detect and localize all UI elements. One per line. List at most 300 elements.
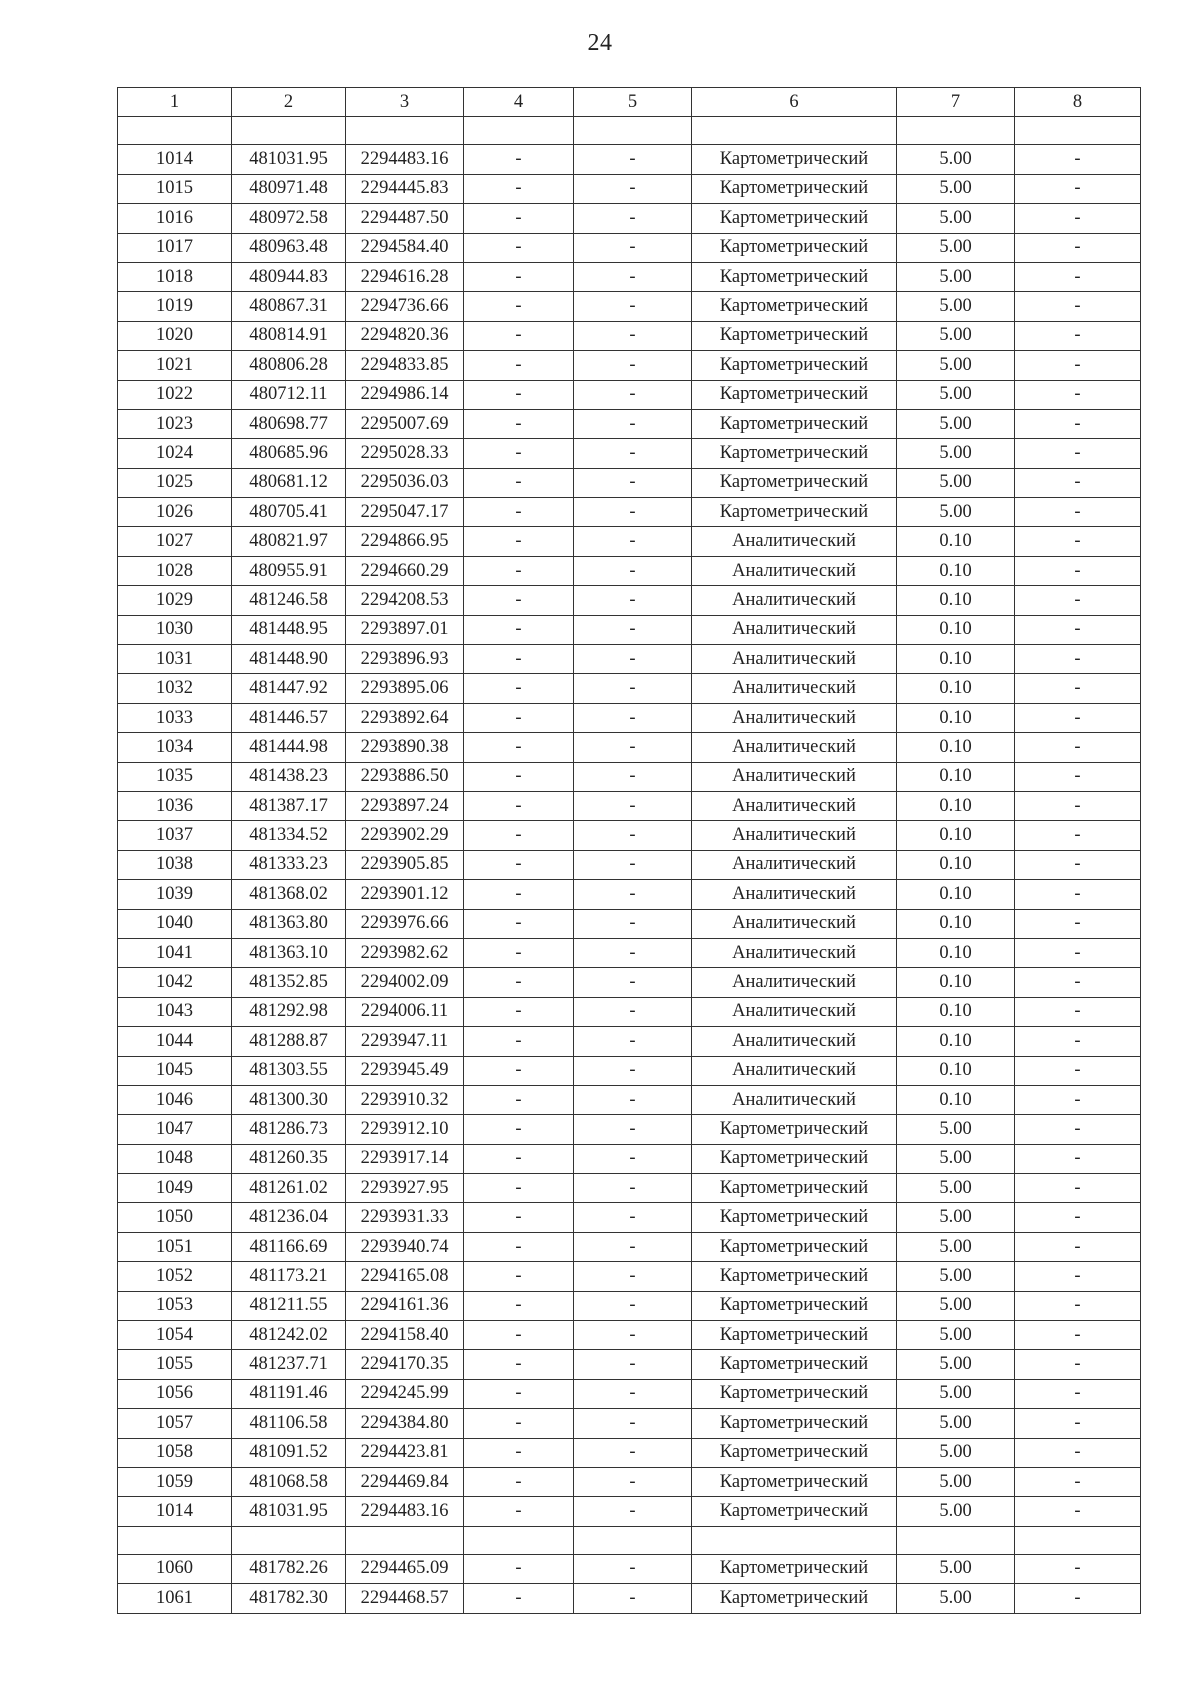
y-coordinate-cell: 2293901.12	[346, 880, 464, 909]
y-coordinate-cell: 2293945.49	[346, 1056, 464, 1085]
method-cell: Картометрический	[692, 1174, 897, 1203]
col8-cell: -	[1015, 468, 1141, 497]
point-number-cell: 1031	[118, 645, 232, 674]
table-body	[118, 117, 1141, 1613]
table-row	[118, 909, 1141, 938]
col5-cell: -	[574, 174, 692, 203]
x-coordinate-cell: 481237.71	[232, 1350, 346, 1379]
point-number-cell: 1042	[118, 968, 232, 997]
accuracy-cell: 5.00	[897, 1174, 1015, 1203]
col8-cell: -	[1015, 1144, 1141, 1173]
col4-cell: -	[464, 1497, 574, 1526]
col4-cell: -	[464, 527, 574, 556]
table-row	[118, 1409, 1141, 1438]
point-number-cell: 1022	[118, 380, 232, 409]
col8-cell: -	[1015, 1027, 1141, 1056]
column-header: 8	[1015, 88, 1141, 117]
col5-cell: -	[574, 1291, 692, 1320]
method-cell	[692, 1526, 897, 1554]
point-number-cell: 1021	[118, 351, 232, 380]
col5-cell: -	[574, 233, 692, 262]
x-coordinate-cell: 481242.02	[232, 1321, 346, 1350]
col8-cell: -	[1015, 821, 1141, 850]
accuracy-cell: 0.10	[897, 645, 1015, 674]
col5-cell: -	[574, 321, 692, 350]
method-cell: Аналитический	[692, 997, 897, 1026]
method-cell: Картометрический	[692, 1262, 897, 1291]
col8-cell: -	[1015, 556, 1141, 585]
col5-cell: -	[574, 556, 692, 585]
y-coordinate-cell: 2295047.17	[346, 498, 464, 527]
point-number-cell: 1025	[118, 468, 232, 497]
y-coordinate-cell: 2294161.36	[346, 1291, 464, 1320]
col8-cell: -	[1015, 938, 1141, 967]
table-row	[118, 1144, 1141, 1173]
accuracy-cell: 5.00	[897, 351, 1015, 380]
method-cell: Аналитический	[692, 1085, 897, 1114]
point-number-cell: 1014	[118, 145, 232, 174]
y-coordinate-cell: 2293892.64	[346, 703, 464, 732]
y-coordinate-cell: 2293896.93	[346, 645, 464, 674]
col8-cell: -	[1015, 292, 1141, 321]
point-number-cell: 1045	[118, 1056, 232, 1085]
col8-cell: -	[1015, 1085, 1141, 1114]
column-header: 2	[232, 88, 346, 117]
table-row	[118, 292, 1141, 321]
col4-cell: -	[464, 1203, 574, 1232]
y-coordinate-cell: 2294384.80	[346, 1409, 464, 1438]
y-coordinate-cell: 2295028.33	[346, 439, 464, 468]
accuracy-cell: 0.10	[897, 733, 1015, 762]
y-coordinate-cell: 2294616.28	[346, 262, 464, 291]
x-coordinate-cell: 481782.30	[232, 1584, 346, 1613]
col4-cell: -	[464, 262, 574, 291]
col4-cell: -	[464, 233, 574, 262]
x-coordinate-cell: 481333.23	[232, 850, 346, 879]
y-coordinate-cell: 2293931.33	[346, 1203, 464, 1232]
accuracy-cell: 5.00	[897, 1232, 1015, 1261]
accuracy-cell: 5.00	[897, 409, 1015, 438]
col4-cell: -	[464, 351, 574, 380]
col4-cell: -	[464, 1554, 574, 1583]
method-cell: Картометрический	[692, 1438, 897, 1467]
col5-cell: -	[574, 762, 692, 791]
y-coordinate-cell: 2293910.32	[346, 1085, 464, 1114]
x-coordinate-cell: 481782.26	[232, 1554, 346, 1583]
col5-cell: -	[574, 615, 692, 644]
x-coordinate-cell: 481166.69	[232, 1232, 346, 1261]
method-cell: Картометрический	[692, 1584, 897, 1613]
y-coordinate-cell	[346, 1526, 464, 1554]
method-cell: Картометрический	[692, 145, 897, 174]
x-coordinate-cell: 481031.95	[232, 1497, 346, 1526]
col5-cell: -	[574, 1203, 692, 1232]
accuracy-cell: 0.10	[897, 762, 1015, 791]
accuracy-cell: 5.00	[897, 468, 1015, 497]
method-cell: Картометрический	[692, 1115, 897, 1144]
col8-cell: -	[1015, 439, 1141, 468]
col5-cell: -	[574, 1584, 692, 1613]
table-row	[118, 938, 1141, 967]
col5-cell: -	[574, 409, 692, 438]
accuracy-cell: 5.00	[897, 1115, 1015, 1144]
column-header: 3	[346, 88, 464, 117]
method-cell: Аналитический	[692, 733, 897, 762]
col8-cell: -	[1015, 645, 1141, 674]
col5-cell: -	[574, 1497, 692, 1526]
col5-cell: -	[574, 1321, 692, 1350]
col8-cell: -	[1015, 733, 1141, 762]
method-cell: Аналитический	[692, 586, 897, 615]
point-number-cell: 1019	[118, 292, 232, 321]
col8-cell: -	[1015, 909, 1141, 938]
x-coordinate-cell: 480971.48	[232, 174, 346, 203]
col4-cell: -	[464, 145, 574, 174]
col4-cell: -	[464, 1056, 574, 1085]
x-coordinate-cell: 481191.46	[232, 1379, 346, 1408]
col5-cell: -	[574, 1438, 692, 1467]
point-number-cell: 1016	[118, 204, 232, 233]
y-coordinate-cell: 2294208.53	[346, 586, 464, 615]
x-coordinate-cell: 481261.02	[232, 1174, 346, 1203]
method-cell: Картометрический	[692, 468, 897, 497]
point-number-cell: 1033	[118, 703, 232, 732]
accuracy-cell	[897, 117, 1015, 145]
accuracy-cell: 5.00	[897, 1262, 1015, 1291]
col8-cell	[1015, 1526, 1141, 1554]
col4-cell	[464, 117, 574, 145]
col8-cell: -	[1015, 351, 1141, 380]
col4-cell: -	[464, 556, 574, 585]
table-row	[118, 380, 1141, 409]
method-cell: Картометрический	[692, 292, 897, 321]
col4-cell: -	[464, 1438, 574, 1467]
method-cell: Аналитический	[692, 821, 897, 850]
col4-cell: -	[464, 762, 574, 791]
col5-cell: -	[574, 1085, 692, 1114]
x-coordinate-cell: 481292.98	[232, 997, 346, 1026]
x-coordinate-cell: 481448.95	[232, 615, 346, 644]
table-row	[118, 1174, 1141, 1203]
accuracy-cell: 0.10	[897, 821, 1015, 850]
y-coordinate-cell: 2294866.95	[346, 527, 464, 556]
method-cell: Картометрический	[692, 174, 897, 203]
method-cell: Картометрический	[692, 1144, 897, 1173]
point-number-cell: 1060	[118, 1554, 232, 1583]
col8-cell: -	[1015, 1409, 1141, 1438]
method-cell: Картометрический	[692, 439, 897, 468]
x-coordinate-cell: 481447.92	[232, 674, 346, 703]
method-cell: Картометрический	[692, 1467, 897, 1496]
col5-cell: -	[574, 439, 692, 468]
x-coordinate-cell: 480944.83	[232, 262, 346, 291]
col5-cell: -	[574, 968, 692, 997]
accuracy-cell: 0.10	[897, 674, 1015, 703]
col4-cell: -	[464, 439, 574, 468]
y-coordinate-cell: 2294584.40	[346, 233, 464, 262]
table-row	[118, 1554, 1141, 1583]
point-number-cell: 1032	[118, 674, 232, 703]
col5-cell	[574, 1526, 692, 1554]
col5-cell: -	[574, 1027, 692, 1056]
y-coordinate-cell: 2294465.09	[346, 1554, 464, 1583]
point-number-cell: 1034	[118, 733, 232, 762]
col5-cell: -	[574, 1144, 692, 1173]
accuracy-cell: 5.00	[897, 174, 1015, 203]
col4-cell: -	[464, 409, 574, 438]
point-number-cell: 1044	[118, 1027, 232, 1056]
accuracy-cell: 0.10	[897, 909, 1015, 938]
col4-cell: -	[464, 1379, 574, 1408]
x-coordinate-cell: 481091.52	[232, 1438, 346, 1467]
col8-cell: -	[1015, 997, 1141, 1026]
x-coordinate-cell: 481368.02	[232, 880, 346, 909]
accuracy-cell: 0.10	[897, 850, 1015, 879]
col5-cell: -	[574, 1174, 692, 1203]
col5-cell: -	[574, 1115, 692, 1144]
point-number-cell: 1040	[118, 909, 232, 938]
y-coordinate-cell: 2294986.14	[346, 380, 464, 409]
col5-cell: -	[574, 380, 692, 409]
table-row	[118, 1056, 1141, 1085]
col8-cell: -	[1015, 498, 1141, 527]
method-cell: Аналитический	[692, 791, 897, 820]
method-cell: Картометрический	[692, 262, 897, 291]
x-coordinate-cell: 480955.91	[232, 556, 346, 585]
col8-cell: -	[1015, 527, 1141, 556]
accuracy-cell: 5.00	[897, 1379, 1015, 1408]
table-row	[118, 1350, 1141, 1379]
point-number-cell: 1024	[118, 439, 232, 468]
method-cell: Картометрический	[692, 204, 897, 233]
method-cell: Картометрический	[692, 498, 897, 527]
col4-cell: -	[464, 204, 574, 233]
table-row	[118, 174, 1141, 203]
col4-cell: -	[464, 1174, 574, 1203]
x-coordinate-cell: 481444.98	[232, 733, 346, 762]
method-cell: Аналитический	[692, 850, 897, 879]
point-number-cell: 1017	[118, 233, 232, 262]
col8-cell: -	[1015, 233, 1141, 262]
col5-cell: -	[574, 1554, 692, 1583]
col8-cell: -	[1015, 1554, 1141, 1583]
method-cell: Аналитический	[692, 880, 897, 909]
point-number-cell: 1046	[118, 1085, 232, 1114]
method-cell: Аналитический	[692, 615, 897, 644]
col4-cell: -	[464, 1085, 574, 1114]
col5-cell: -	[574, 586, 692, 615]
y-coordinate-cell: 2294445.83	[346, 174, 464, 203]
table-row	[118, 1115, 1141, 1144]
column-header: 5	[574, 88, 692, 117]
accuracy-cell: 0.10	[897, 1085, 1015, 1114]
table-row	[118, 1584, 1141, 1613]
table-row	[118, 791, 1141, 820]
col8-cell: -	[1015, 204, 1141, 233]
col8-cell: -	[1015, 762, 1141, 791]
col4-cell: -	[464, 380, 574, 409]
x-coordinate-cell: 481031.95	[232, 145, 346, 174]
table-row	[118, 1232, 1141, 1261]
point-number-cell: 1018	[118, 262, 232, 291]
col4-cell: -	[464, 703, 574, 732]
col4-cell: -	[464, 468, 574, 497]
col5-cell: -	[574, 997, 692, 1026]
col8-cell: -	[1015, 586, 1141, 615]
accuracy-cell: 5.00	[897, 204, 1015, 233]
col4-cell: -	[464, 909, 574, 938]
method-cell: Аналитический	[692, 556, 897, 585]
col8-cell: -	[1015, 674, 1141, 703]
y-coordinate-cell: 2294820.36	[346, 321, 464, 350]
y-coordinate-cell: 2293895.06	[346, 674, 464, 703]
col5-cell	[574, 117, 692, 145]
point-number-cell: 1061	[118, 1584, 232, 1613]
method-cell: Картометрический	[692, 380, 897, 409]
table-row	[118, 321, 1141, 350]
col5-cell: -	[574, 791, 692, 820]
point-number-cell: 1038	[118, 850, 232, 879]
point-number-cell: 1037	[118, 821, 232, 850]
col8-cell: -	[1015, 880, 1141, 909]
point-number-cell: 1014	[118, 1497, 232, 1526]
col8-cell: -	[1015, 850, 1141, 879]
table-row	[118, 468, 1141, 497]
col5-cell: -	[574, 1409, 692, 1438]
col4-cell: -	[464, 674, 574, 703]
y-coordinate-cell: 2293897.24	[346, 791, 464, 820]
point-number-cell: 1058	[118, 1438, 232, 1467]
y-coordinate-cell: 2294158.40	[346, 1321, 464, 1350]
col8-cell: -	[1015, 1438, 1141, 1467]
method-cell: Картометрический	[692, 1350, 897, 1379]
col4-cell: -	[464, 938, 574, 967]
accuracy-cell: 5.00	[897, 1144, 1015, 1173]
x-coordinate-cell: 481246.58	[232, 586, 346, 615]
method-cell: Аналитический	[692, 645, 897, 674]
col4-cell: -	[464, 292, 574, 321]
table-row	[118, 1085, 1141, 1114]
accuracy-cell	[897, 1526, 1015, 1554]
col8-cell: -	[1015, 174, 1141, 203]
x-coordinate-cell: 481363.10	[232, 938, 346, 967]
x-coordinate-cell: 481211.55	[232, 1291, 346, 1320]
x-coordinate-cell: 480698.77	[232, 409, 346, 438]
col8-cell: -	[1015, 1497, 1141, 1526]
accuracy-cell: 5.00	[897, 262, 1015, 291]
col5-cell: -	[574, 498, 692, 527]
method-cell: Аналитический	[692, 909, 897, 938]
y-coordinate-cell: 2294006.11	[346, 997, 464, 1026]
col8-cell: -	[1015, 1350, 1141, 1379]
accuracy-cell: 5.00	[897, 1350, 1015, 1379]
method-cell: Картометрический	[692, 233, 897, 262]
y-coordinate-cell: 2294483.16	[346, 145, 464, 174]
x-coordinate-cell: 480867.31	[232, 292, 346, 321]
method-cell: Аналитический	[692, 1027, 897, 1056]
col4-cell: -	[464, 1291, 574, 1320]
method-cell: Аналитический	[692, 1056, 897, 1085]
table-row	[118, 498, 1141, 527]
point-number-cell: 1048	[118, 1144, 232, 1173]
y-coordinate-cell: 2295036.03	[346, 468, 464, 497]
table-row	[118, 645, 1141, 674]
x-coordinate-cell: 481334.52	[232, 821, 346, 850]
col4-cell: -	[464, 1115, 574, 1144]
y-coordinate-cell: 2294002.09	[346, 968, 464, 997]
accuracy-cell: 0.10	[897, 968, 1015, 997]
y-coordinate-cell: 2294469.84	[346, 1467, 464, 1496]
point-number-cell: 1015	[118, 174, 232, 203]
table-row	[118, 1291, 1141, 1320]
col4-cell: -	[464, 1584, 574, 1613]
col8-cell: -	[1015, 380, 1141, 409]
col4-cell: -	[464, 1321, 574, 1350]
y-coordinate-cell: 2294423.81	[346, 1438, 464, 1467]
y-coordinate-cell: 2294833.85	[346, 351, 464, 380]
x-coordinate-cell: 480705.41	[232, 498, 346, 527]
column-header: 1	[118, 88, 232, 117]
method-cell: Картометрический	[692, 351, 897, 380]
col8-cell: -	[1015, 1203, 1141, 1232]
accuracy-cell: 0.10	[897, 1027, 1015, 1056]
accuracy-cell: 0.10	[897, 527, 1015, 556]
y-coordinate-cell: 2293940.74	[346, 1232, 464, 1261]
method-cell: Картометрический	[692, 1232, 897, 1261]
table-row	[118, 850, 1141, 879]
col4-cell: -	[464, 615, 574, 644]
accuracy-cell: 5.00	[897, 1203, 1015, 1232]
table-row	[118, 1526, 1141, 1554]
col8-cell: -	[1015, 145, 1141, 174]
x-coordinate-cell: 481286.73	[232, 1115, 346, 1144]
y-coordinate-cell: 2294660.29	[346, 556, 464, 585]
col4-cell: -	[464, 645, 574, 674]
col8-cell: -	[1015, 968, 1141, 997]
table-row	[118, 1438, 1141, 1467]
point-number-cell: 1050	[118, 1203, 232, 1232]
point-number-cell: 1039	[118, 880, 232, 909]
y-coordinate-cell: 2293976.66	[346, 909, 464, 938]
col4-cell: -	[464, 1232, 574, 1261]
table-row	[118, 204, 1141, 233]
point-number-cell: 1023	[118, 409, 232, 438]
col5-cell: -	[574, 527, 692, 556]
point-number-cell: 1026	[118, 498, 232, 527]
table-row	[118, 409, 1141, 438]
y-coordinate-cell: 2294170.35	[346, 1350, 464, 1379]
x-coordinate-cell: 480806.28	[232, 351, 346, 380]
method-cell: Аналитический	[692, 938, 897, 967]
y-coordinate-cell: 2293982.62	[346, 938, 464, 967]
x-coordinate-cell: 480712.11	[232, 380, 346, 409]
page-number: 24	[587, 30, 613, 56]
accuracy-cell: 0.10	[897, 938, 1015, 967]
col8-cell: -	[1015, 321, 1141, 350]
accuracy-cell: 0.10	[897, 880, 1015, 909]
table-row	[118, 586, 1141, 615]
y-coordinate-cell: 2293886.50	[346, 762, 464, 791]
accuracy-cell: 5.00	[897, 1409, 1015, 1438]
col4-cell: -	[464, 174, 574, 203]
y-coordinate-cell: 2293890.38	[346, 733, 464, 762]
point-number-cell: 1054	[118, 1321, 232, 1350]
table-row	[118, 117, 1141, 145]
col8-cell: -	[1015, 1291, 1141, 1320]
table-row	[118, 1467, 1141, 1496]
col4-cell: -	[464, 850, 574, 879]
x-coordinate-cell: 480681.12	[232, 468, 346, 497]
